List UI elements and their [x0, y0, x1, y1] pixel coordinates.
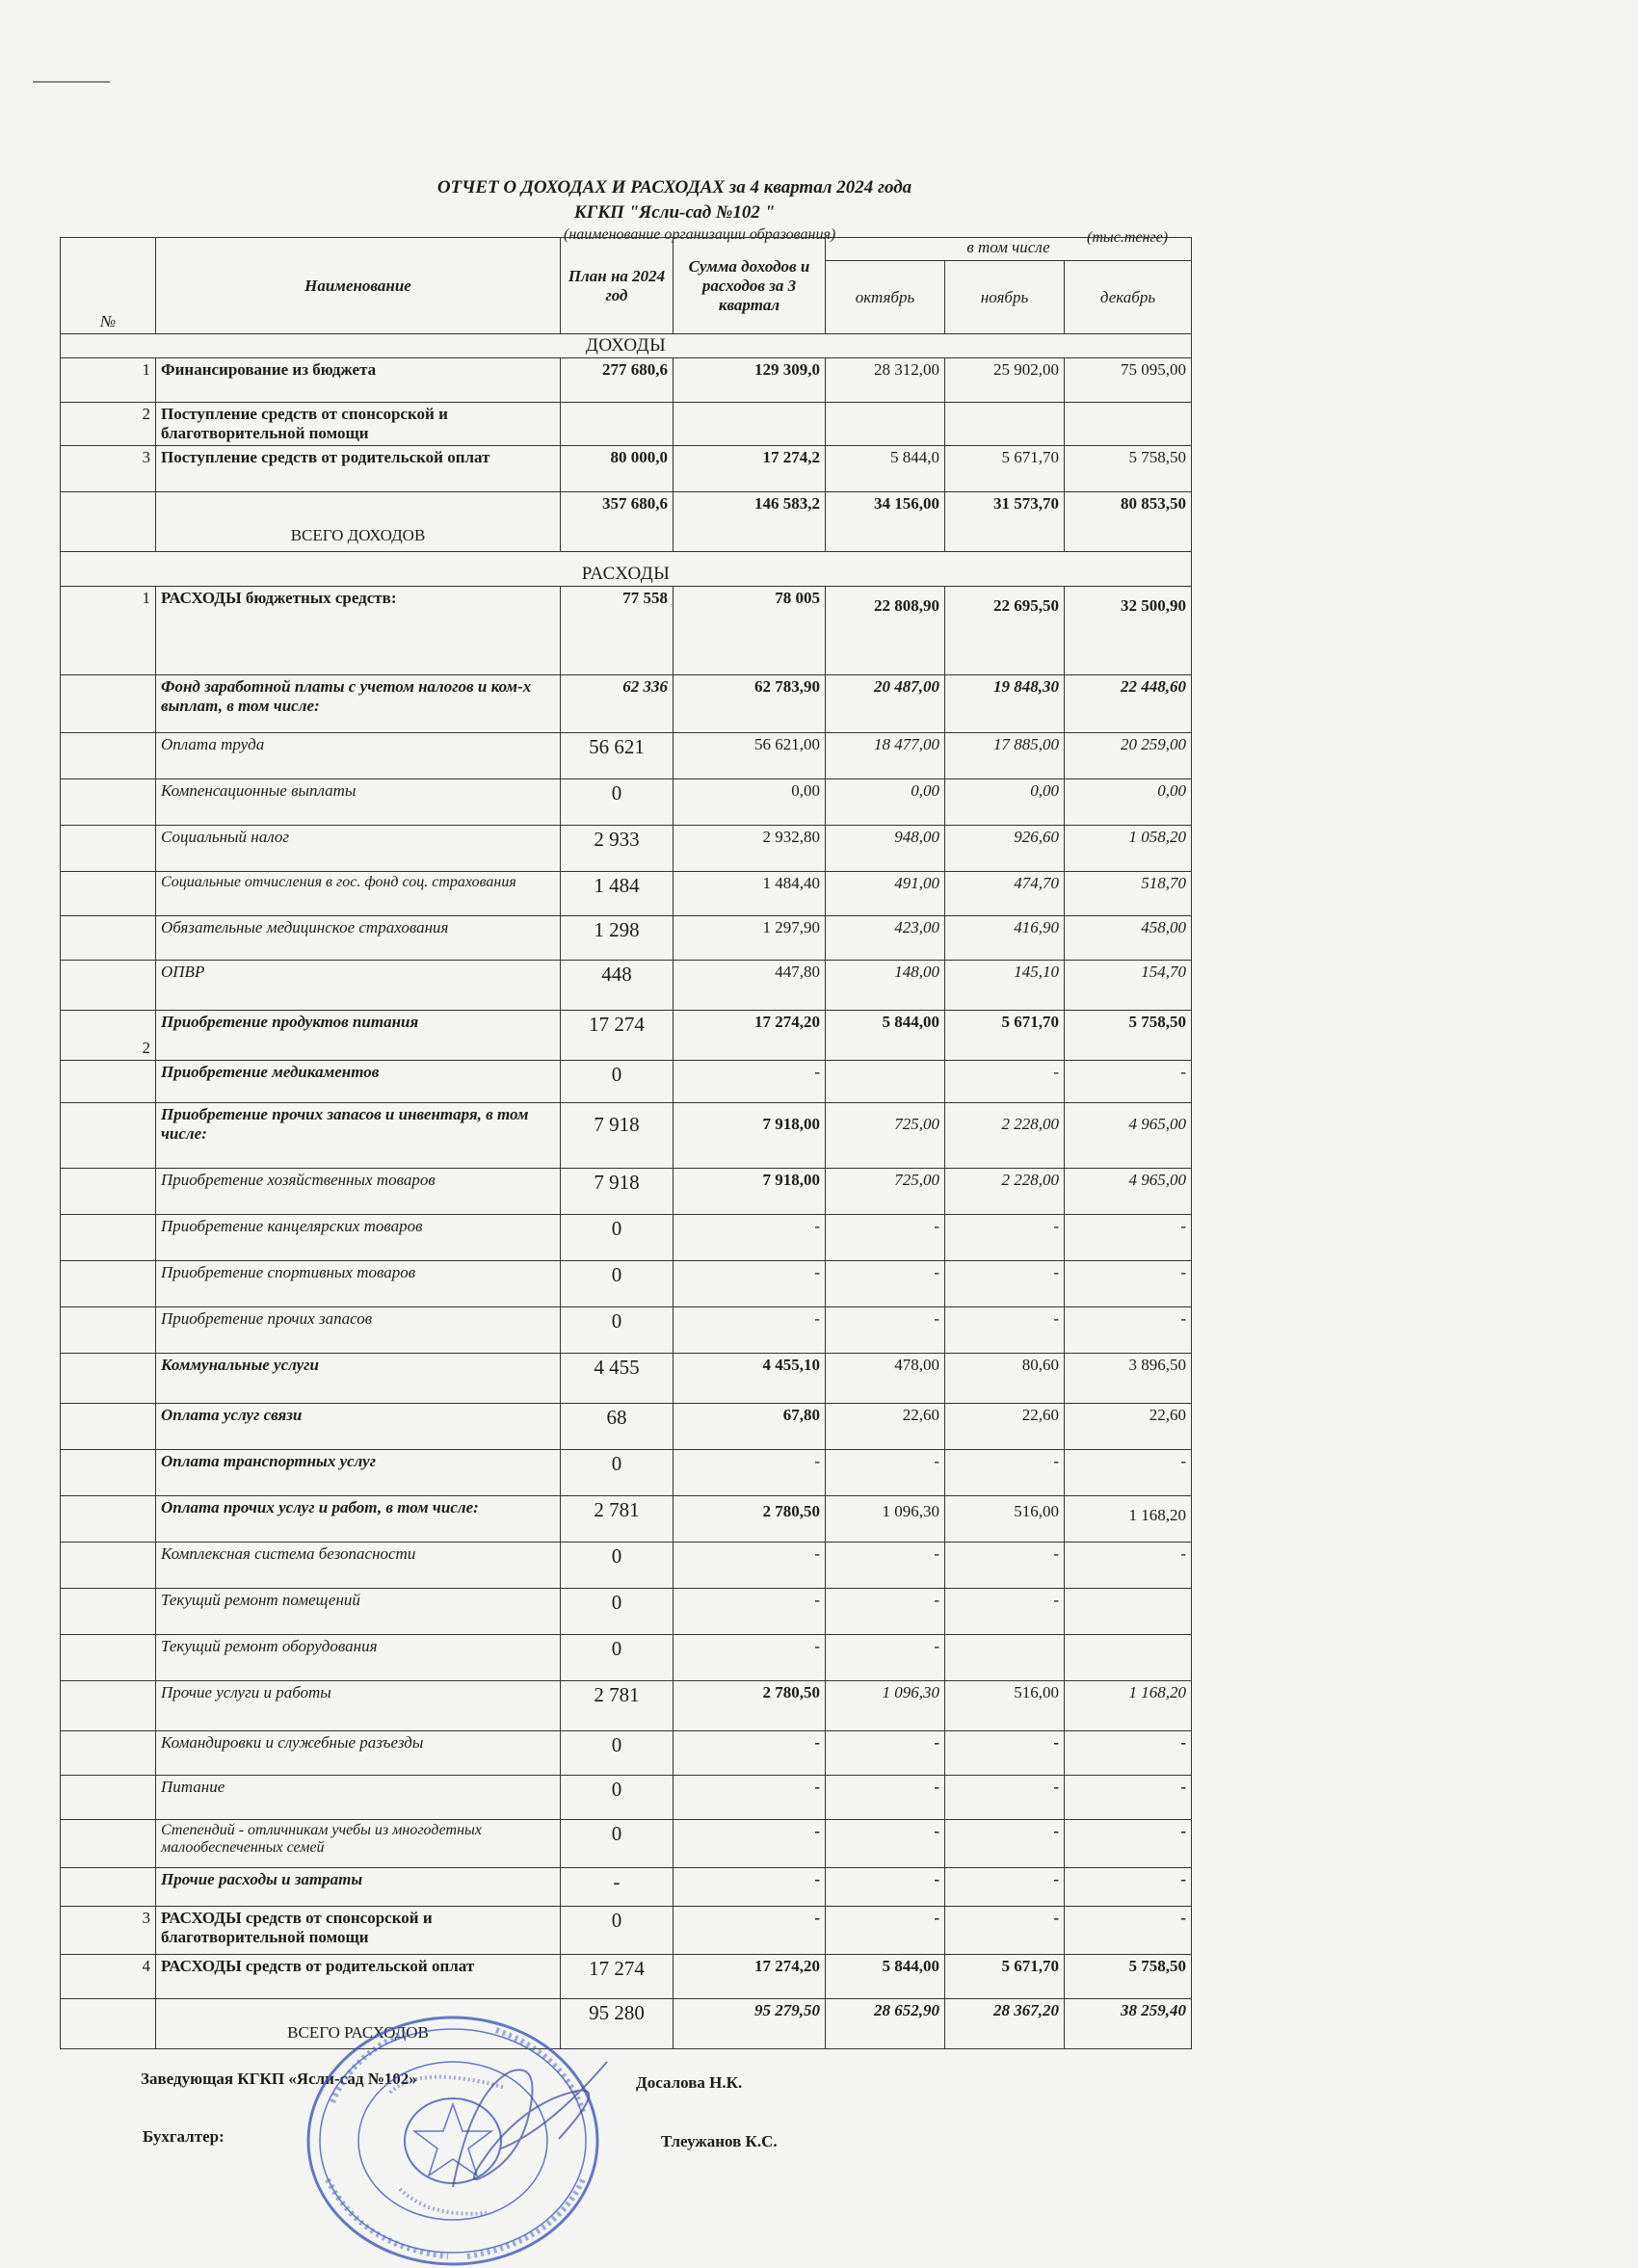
table-row: 1 РАСХОДЫ бюджетных средств: 77 558 78 005 22 808,90 22 695,50 32 500,90	[61, 587, 1192, 675]
table-row: Прочие услуги и работы 2 781 2 780,50 1 096,30 516,00 1 168,20	[61, 1681, 1192, 1731]
header-plan: План на 2024 год	[561, 238, 674, 334]
table-row: Коммунальные услуги 4 455 4 455,10 478,00 80,60 3 896,50	[61, 1354, 1192, 1404]
header-october: октябрь	[826, 261, 945, 334]
header-including: в том числе	[826, 238, 1192, 261]
table-row: Приобретение хозяйственных товаров 7 918 7 918,00 725,00 2 228,00 4 965,00	[61, 1169, 1192, 1215]
table-row: Социальные отчисления в гос. фонд соц. страхования 1 484 1 484,40 491,00 474,70 518,70	[61, 872, 1192, 916]
section-income: ДОХОДЫ	[61, 334, 1192, 358]
expenses-total-row: ВСЕГО РАСХОДОВ 95 280 95 279,50 28 652,90 28 367,20 38 259,40	[61, 1999, 1192, 2049]
head-title: Заведующая КГКП «Ясли-сад №102»	[141, 2070, 417, 2088]
table-row: Оплата прочих услуг и работ, в том числе: 2 781 2 780,50 1 096,30 516,00 1 168,20	[61, 1496, 1192, 1543]
signature-icon	[414, 2033, 626, 2206]
table-row: 4 РАСХОДЫ средств от родительской оплат 17 274 17 274,20 5 844,00 5 671,70 5 758,50	[61, 1955, 1192, 1999]
header-name: Наименование	[156, 238, 561, 334]
header-number: №	[61, 238, 156, 334]
table-row: Приобретение спортивных товаров 0 - - - -	[61, 1261, 1192, 1307]
table-row: 2 Поступление средств от спонсорской и благотворительной помощи	[61, 403, 1192, 446]
table-row: Приобретение прочих запасов и инвентаря, в том числе: 7 918 7 918,00 725,00 2 228,00 4 965,00	[61, 1103, 1192, 1169]
header-november: ноябрь	[945, 261, 1065, 334]
accountant-title: Бухгалтер:	[143, 2127, 225, 2146]
header-sum: Сумма доходов и расходов за 3 квартал	[674, 238, 826, 334]
table-row: Приобретение медикаментов 0 - - -	[61, 1061, 1192, 1103]
income-total-row: ВСЕГО ДОХОДОВ 357 680,6 146 583,2 34 156,00 31 573,70 80 853,50	[61, 492, 1192, 552]
table-row: Комплексная система безопасности 0 - - - -	[61, 1543, 1192, 1589]
table-row: Текущий ремонт оборудования 0 - -	[61, 1635, 1192, 1681]
table-row: 3 Поступление средств от родительской оплат 80 000,0 17 274,2 5 844,0 5 671,70 5 758,50	[61, 446, 1192, 492]
table-row: 1 Финансирование из бюджета 277 680,6 129 309,0 28 312,00 25 902,00 75 095,00	[61, 358, 1192, 403]
units-label: (тыс.тенге)	[1087, 229, 1169, 246]
table-row: ОПВР 448 447,80 148,00 145,10 154,70	[61, 961, 1192, 1011]
table-row: Фонд заработной платы с учетом налогов и ком-х выплат, в том числе: 62 336 62 783,90 20 487,00 19 848,30 22 448,60	[61, 675, 1192, 733]
table-row: Степендий - отличникам учебы из многодетных малообеспеченных семей 0 - - - -	[61, 1820, 1192, 1868]
header-december: декабрь	[1065, 261, 1192, 334]
section-expenses: РАСХОДЫ	[61, 552, 1192, 587]
table-row: Оплата труда 56 621 56 621,00 18 477,00 17 885,00 20 259,00	[61, 733, 1192, 779]
table-row: Оплата транспортных услуг 0 - - - -	[61, 1450, 1192, 1496]
table-row: Текущий ремонт помещений 0 - - -	[61, 1589, 1192, 1635]
table-row: Компенсационные выплаты 0 0,00 0,00 0,00 0,00	[61, 779, 1192, 826]
table-row: Приобретение канцелярских товаров 0 - - - -	[61, 1215, 1192, 1261]
corner-mark	[33, 81, 110, 83]
table-row: Оплата услуг связи 68 67,80 22,60 22,60 22,60	[61, 1404, 1192, 1450]
report-title: ОТЧЕТ О ДОХОДАХ И РАСХОДАХ за 4 квартал 2024 года	[436, 177, 912, 198]
organization-caption: (наименование организации образования)	[564, 226, 836, 243]
table-row: Питание 0 - - - -	[61, 1776, 1192, 1820]
organization-name: КГКП "Ясли-сад №102 "	[573, 202, 776, 223]
table-row: Прочие расходы и затраты - - - - -	[61, 1868, 1192, 1907]
table-row: Социальный налог 2 933 2 932,80 948,00 926,60 1 058,20	[61, 826, 1192, 872]
table-row: 3 РАСХОДЫ средств от спонсорской и благотворительной помощи 0 - - - -	[61, 1907, 1192, 1955]
head-name: Досалова Н.К.	[636, 2073, 743, 2092]
table-row: Приобретение прочих запасов 0 - - - -	[61, 1307, 1192, 1354]
report-table	[60, 237, 1192, 2049]
accountant-name: Тлеужанов К.С.	[661, 2132, 778, 2150]
table-row: Командировки и служебные разъезды 0 - - - -	[61, 1731, 1192, 1776]
table-row: Обязательные медицинское страхования 1 298 1 297,90 423,00 416,90 458,00	[61, 916, 1192, 961]
table-row: 2 Приобретение продуктов питания 17 274 17 274,20 5 844,00 5 671,70 5 758,50	[61, 1011, 1192, 1061]
